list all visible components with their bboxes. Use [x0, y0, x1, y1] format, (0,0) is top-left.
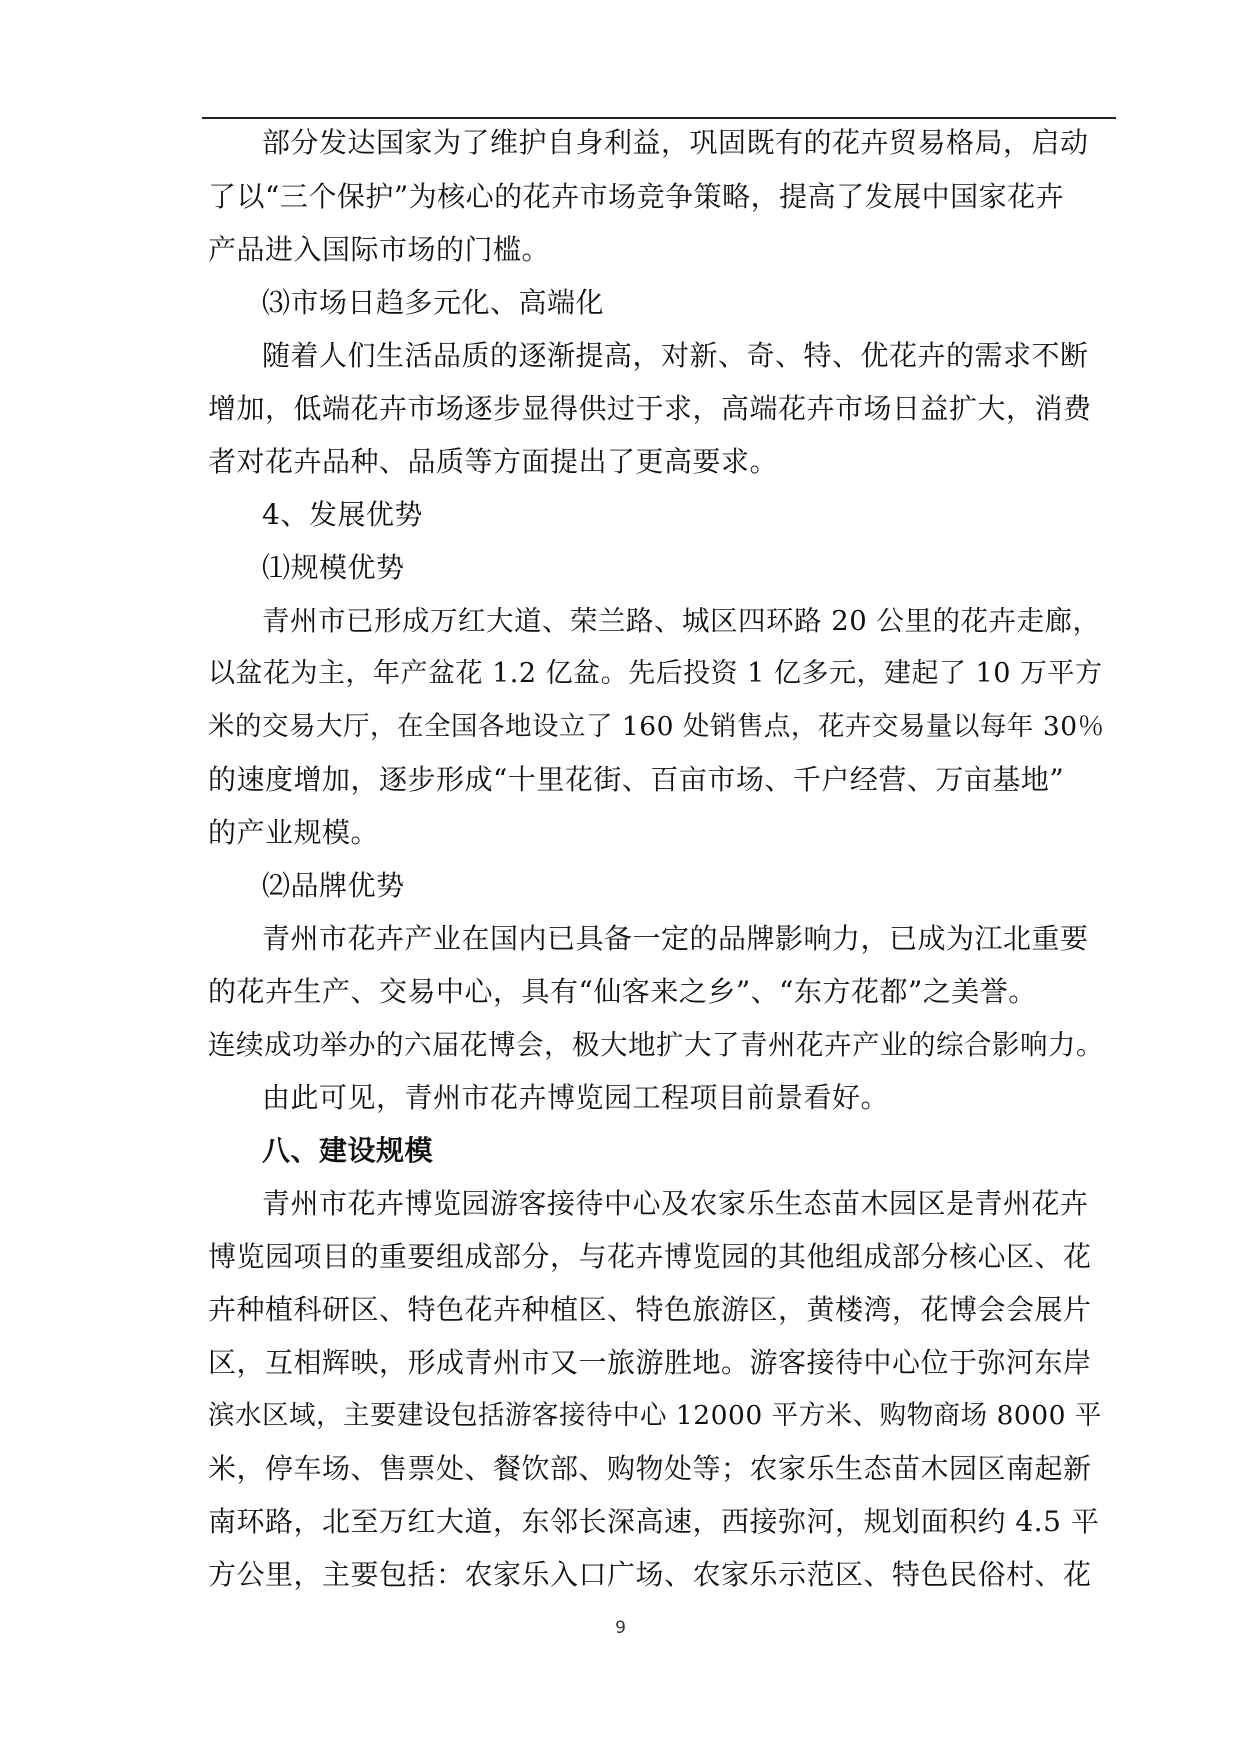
- text-line: 连续成功举办的六届花博会，极大地扩大了青州花卉产业的综合影响力。: [208, 1029, 1104, 1061]
- text-line: 的花卉生产、交易中心，具有“仙客来之乡”、“东方花都”之美誉。: [208, 975, 1037, 1008]
- text-line: 者对花卉品种、品质等方面提出了更高要求。: [208, 445, 779, 478]
- text-line: 的产业规模。: [208, 816, 380, 849]
- text-line: 青州市已形成万红大道、荣兰路、城区四环路 20 公里的花卉走廊，: [262, 605, 1101, 637]
- text-line: 米，停车场、售票处、餐饮部、购物处等；农家乐生态苗木园区南起新: [208, 1452, 1092, 1485]
- text-line: 米的交易大厅，在全国各地设立了 160 处销售点，花卉交易量以每年 30％: [208, 711, 1105, 742]
- text-line: 青州市花卉产业在国内已具备一定的品牌影响力，已成为江北重要: [262, 922, 1089, 955]
- text-line: 的速度增加，逐步形成“十里花街、百亩市场、千户经营、万亩基地”: [208, 763, 1065, 796]
- text-line: 博览园项目的重要组成部分，与花卉博览园的其他组成部分核心区、花: [208, 1240, 1092, 1273]
- text-line: 了以“三个保护”为核心的花卉市场竞争策略，提高了发展中国家花卉: [208, 180, 1065, 213]
- text-line: ⑵品牌优势: [262, 869, 405, 902]
- text-line: 滨水区域，主要建设包括游客接待中心 12000 平方米、购物商场 8000 平: [208, 1400, 1102, 1431]
- text-line: 青州市花卉博览园游客接待中心及农家乐生态苗木园区是青州花卉: [262, 1187, 1089, 1220]
- text-line: 卉种植科研区、特色花卉种植区、特色旅游区，黄楼湾，花博会会展片: [208, 1293, 1092, 1326]
- header-rule: [202, 117, 1116, 119]
- text-line: 南环路，北至万红大道，东邻长深高速，西接弥河，规划面积约 4.5 平: [208, 1505, 1100, 1538]
- text-line: 部分发达国家为了维护自身利益，巩固既有的花卉贸易格局，启动: [262, 126, 1089, 159]
- section-heading: 八、建设规模: [262, 1134, 434, 1167]
- page-number: 9: [615, 1618, 626, 1638]
- text-line: 随着人们生活品质的逐渐提高，对新、奇、特、优花卉的需求不断: [262, 339, 1089, 372]
- text-line: ⑶市场日趋多元化、高端化: [262, 286, 605, 319]
- text-line: 4、发展优势: [262, 498, 423, 531]
- text-line: 方公里，主要包括：农家乐入口广场、农家乐示范区、特色民俗村、花: [208, 1558, 1092, 1591]
- text-line: 增加，低端花卉市场逐步显得供过于求，高端花卉市场日益扩大，消费: [208, 392, 1092, 425]
- text-line: 以盆花为主，年产盆花 1.2 亿盆。先后投资 1 亿多元，建起了 10 万平方: [208, 658, 1103, 689]
- text-line: 由此可见，青州市花卉博览园工程项目前景看好。: [262, 1081, 890, 1114]
- text-line: ⑴规模优势: [262, 551, 405, 584]
- text-line: 区，互相辉映，形成青州市又一旅游胜地。游客接待中心位于弥河东岸: [208, 1346, 1092, 1379]
- text-line: 产品进入国际市场的门槛。: [208, 233, 551, 266]
